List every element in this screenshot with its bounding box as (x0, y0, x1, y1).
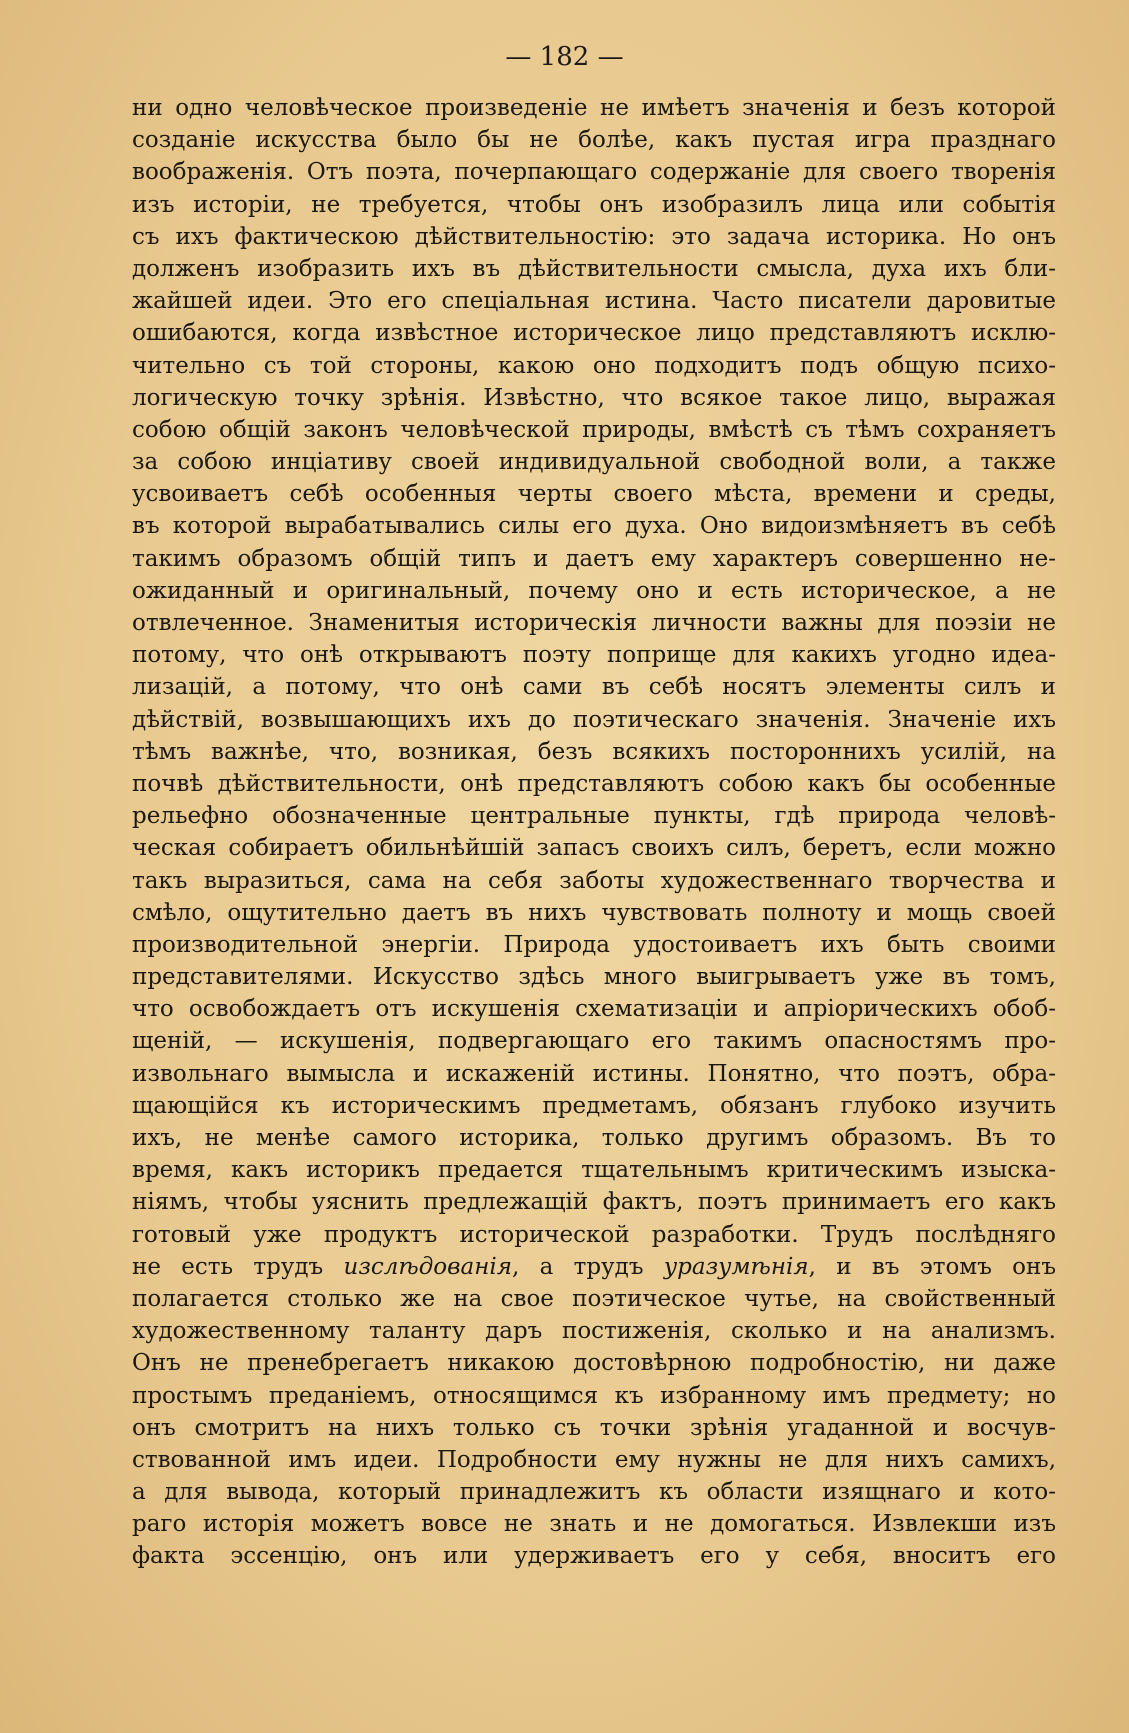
text-line: что освобождаетъ отъ искушенія схематизаціи и апріорическихъ обоб- (132, 996, 1056, 1023)
page-number: — 182 — (505, 42, 624, 72)
text-line: усвоиваетъ себѣ особенныя черты своего мѣста, времени и среды, (132, 481, 1056, 508)
text-line: такимъ образомъ общій типъ и даетъ ему характеръ совершенно не- (132, 545, 1056, 572)
text-line: въ которой вырабатывались силы его духа. Оно видоизмѣняетъ въ себѣ (132, 513, 1056, 540)
text-line: ствованной имъ идеи. Подробности ему нужны не для нихъ самихъ, (132, 1446, 1056, 1473)
text-line: простымъ преданіемъ, относящимся къ избранному имъ предмету; но (132, 1382, 1056, 1409)
text-line: онъ смотритъ на нихъ только съ точки зрѣнія угаданной и восчув- (132, 1414, 1056, 1441)
text-line: ожиданный и оригинальный, почему оно и есть историческое, а не (132, 577, 1056, 604)
text-line: тѣмъ важнѣе, что, возникая, безъ всякихъ постороннихъ усилій, на (132, 738, 1056, 765)
text-line: воображенія. Отъ поэта, почерпающаго содержаніе для своего творенія (132, 159, 1056, 186)
text-line: время, какъ историкъ предается тщательнымъ критическимъ изыска- (132, 1157, 1056, 1184)
text-line: почвѣ дѣйствительности, онѣ представляютъ собою какъ бы особенные (132, 770, 1056, 797)
text-line: созданіе искусства было бы не болѣе, какъ пустая игра празднаго (132, 127, 1056, 154)
text-line: дѣйствій, возвышающихъ ихъ до поэтическаго значенія. Значеніе ихъ (132, 706, 1056, 733)
text-line: полагается столько же на свое поэтическое чутье, на свойственный (132, 1285, 1056, 1312)
text-line: долженъ изобразить ихъ въ дѣйствительности смысла, духа ихъ бли- (132, 255, 1056, 282)
text-line: щеній, — искушенія, подвергающаго его такимъ опасностямъ про- (132, 1028, 1056, 1055)
text-line: факта эссенцію, онъ или удерживаетъ его у себя, вноситъ его (132, 1543, 1056, 1570)
text-line: извольнаго вымысла и искаженій истины. Понятно, что поэтъ, обра- (132, 1060, 1056, 1087)
text-line: ни одно человѣческое произведеніе не имѣетъ значенія и безъ которой (132, 95, 1056, 121)
text-line: рельефно обозначенные центральные пункты, гдѣ природа человѣ- (132, 803, 1056, 830)
text-line: изъ исторіи, не требуется, чтобы онъ изобразилъ лица или событія (132, 191, 1056, 218)
text-line: не есть трудъ изслѣдованія, а трудъ уразумѣнія, и въ этомъ онъ (132, 1253, 1056, 1280)
text-line: щающійся къ историческимъ предметамъ, обязанъ глубоко изучить (132, 1092, 1056, 1119)
text-line: собою общій законъ человѣческой природы, вмѣстѣ съ тѣмъ сохраняетъ (132, 416, 1056, 443)
text-line: такъ выразиться, сама на себя заботы художественнаго творчества и (132, 867, 1056, 894)
text-line: Онъ не пренебрегаетъ никакою достовѣрною подробностію, ни даже (132, 1350, 1056, 1377)
text-line: съ ихъ фактическою дѣйствительностію: это задача историка. Но онъ (132, 223, 1056, 250)
text-line: ніямъ, чтобы уяснить предлежащій фактъ, поэтъ принимаетъ его какъ (132, 1189, 1056, 1216)
text-line: логическую точку зрѣнія. Извѣстно, что всякое такое лицо, выражая (132, 384, 1056, 411)
text-line: ческая собираетъ обильнѣйшій запасъ своихъ силъ, беретъ, если можно (132, 835, 1056, 862)
text-line: раго исторія можетъ вовсе не знать и не домогаться. Извлекши изъ (132, 1511, 1056, 1538)
text-line: лизацій, а потому, что онѣ сами въ себѣ носятъ элементы силъ и (132, 674, 1056, 701)
text-line: отвлеченное. Знаменитыя историческія личности важны для поэзіи не (132, 610, 1056, 636)
text-line: художественному таланту даръ постиженія, сколько и на анализмъ. (132, 1318, 1056, 1345)
text-line: за собою инціативу своей индивидуальной свободной воли, а также (132, 449, 1056, 476)
text-line: жайшей идеи. Это его спеціальная истина. Часто писатели даровитые (132, 288, 1056, 315)
text-line: смѣло, ощутительно даетъ въ нихъ чувствовать полноту и мощь своей (132, 899, 1056, 926)
body-text (132, 92, 1056, 1573)
text-line: ихъ, не менѣе самого историка, только другимъ образомъ. Въ то (132, 1125, 1056, 1151)
text-line: потому, что онѣ открываютъ поэту поприще для какихъ угодно идеа- (132, 642, 1056, 669)
text-line: чительно съ той стороны, какою оно подходитъ подъ общую психо- (132, 352, 1056, 379)
text-line: а для вывода, который принадлежитъ къ области изящнаго и кото- (132, 1479, 1056, 1506)
text-line: ошибаются, когда извѣстное историческое лицо представляютъ исклю- (132, 320, 1056, 347)
text-line: представителями. Искусство здѣсь много выигрываетъ уже въ томъ, (132, 964, 1056, 991)
text-line: производительной энергіи. Природа удостоиваетъ ихъ быть своими (132, 931, 1056, 958)
text-line: готовый уже продуктъ исторической разработки. Трудъ послѣдняго (132, 1221, 1056, 1248)
